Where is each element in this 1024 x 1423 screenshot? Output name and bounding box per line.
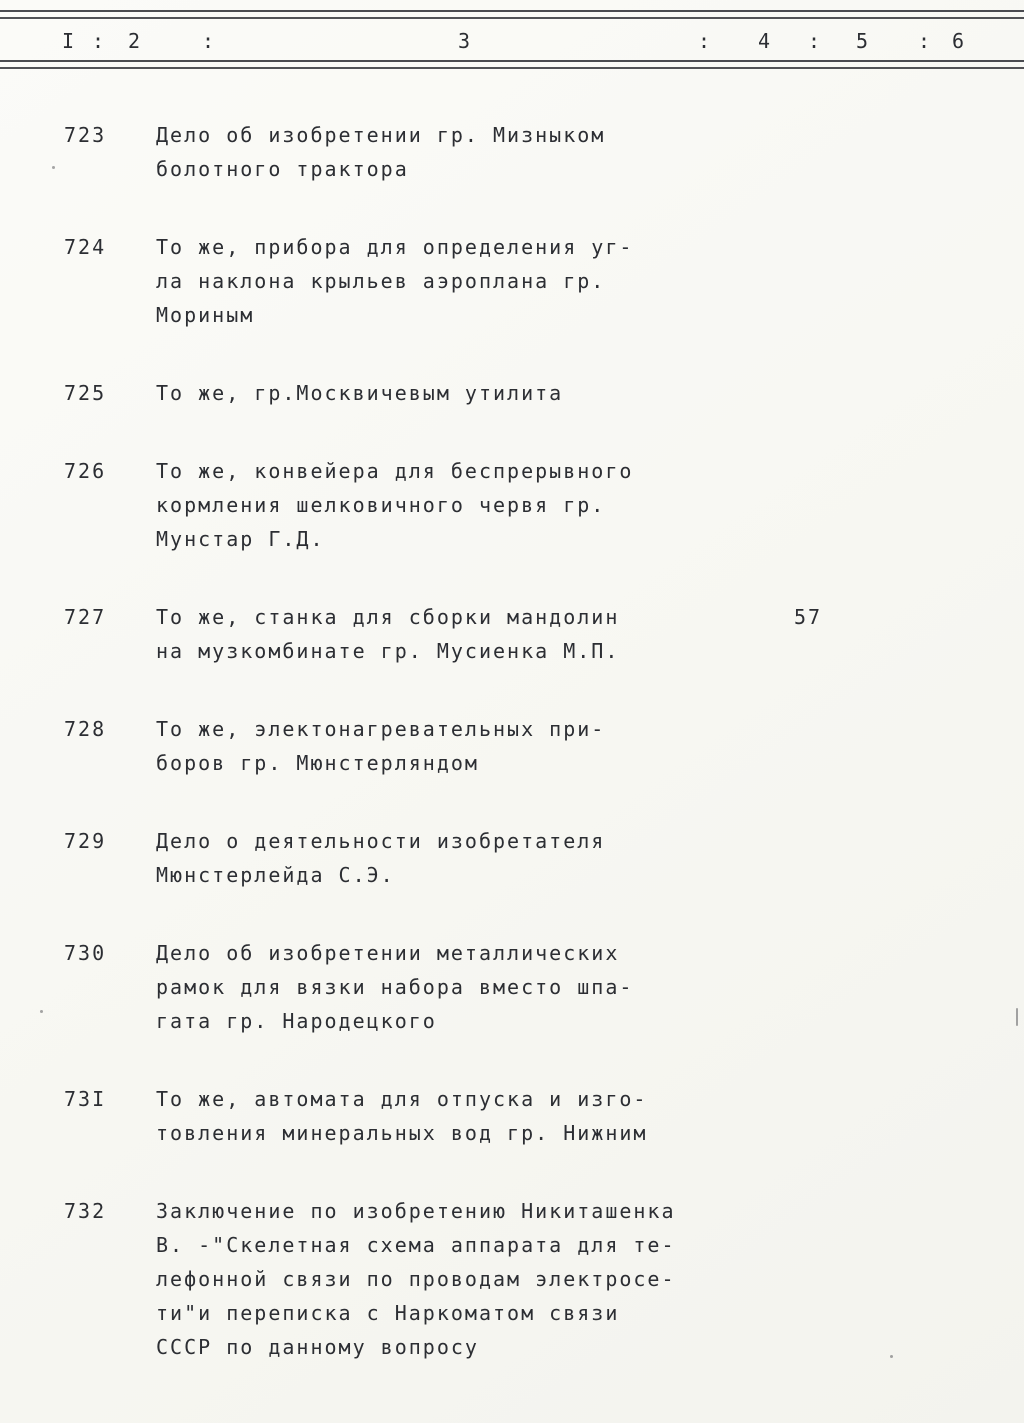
entry-page-ref: 57: [794, 605, 823, 629]
entry-line: То же, гр.Москвичевым утилита: [156, 381, 564, 405]
scan-artifact: [1016, 1008, 1018, 1026]
column-separator: :: [918, 29, 933, 53]
entry-line: товления минеральных вод гр. Нижним: [156, 1121, 648, 1145]
entry-text: [156, 936, 704, 1038]
column-separator: :: [808, 29, 823, 53]
entry-row: [0, 376, 1024, 410]
entry-line: То же, станка для сборки мандолин: [156, 605, 620, 629]
scan-artifact: [52, 166, 55, 169]
scan-artifact: [40, 1010, 43, 1013]
entry-line: рамок для вязки набора вместо шпа-: [156, 975, 634, 999]
entry-line: То же, автомата для отпуска и изго-: [156, 1087, 648, 1111]
column-separator: :: [698, 29, 713, 53]
entry-text: [156, 600, 704, 668]
entry-number: 726: [64, 459, 107, 483]
entry-line: Мюнстерлейда С.Э.: [156, 863, 395, 887]
entry-line: гата гр. Народецкого: [156, 1009, 437, 1033]
column-header-row: [0, 24, 1024, 58]
entry-line: Дело об изобретении гр. Мизныком: [156, 123, 606, 147]
entry-row: [0, 454, 1024, 556]
entry-row: [0, 230, 1024, 332]
entry-row: [0, 936, 1024, 1038]
entry-number: 724: [64, 235, 107, 259]
column-label-6: 6: [952, 29, 967, 53]
entry-text: [156, 712, 704, 780]
entry-text: [156, 1194, 704, 1364]
entry-row: [0, 712, 1024, 780]
entry-row: [0, 1194, 1024, 1364]
entry-number: 73I: [64, 1087, 107, 1111]
entry-line: То же, конвейера для беспрерывного: [156, 459, 634, 483]
entry-number: 727: [64, 605, 107, 629]
column-label-4: 4: [758, 29, 773, 53]
entries-list: [0, 112, 1024, 1364]
entry-text: [156, 454, 704, 556]
entry-number: 728: [64, 717, 107, 741]
header-rule-bottom: [0, 60, 1024, 69]
entry-line: боров гр. Мюнстерляндом: [156, 751, 479, 775]
column-label-2: 2: [128, 29, 143, 53]
entry-text: [156, 824, 704, 892]
table-header: [0, 0, 1024, 112]
entry-number: 732: [64, 1199, 107, 1223]
entry-line: Заключение по изобретению Никиташенка: [156, 1199, 676, 1223]
entry-line: кормления шелковичного червя гр.: [156, 493, 606, 517]
entry-row: [0, 118, 1024, 186]
entry-line: Дело об изобретении металлических: [156, 941, 620, 965]
entry-number: 729: [64, 829, 107, 853]
entry-row: [0, 824, 1024, 892]
entry-text: [156, 118, 704, 186]
column-label-1: I: [62, 29, 77, 53]
entry-line: Дело о деятельности изобретателя: [156, 829, 606, 853]
entry-text: [156, 376, 704, 410]
entry-line: ла наклона крыльев аэроплана гр.: [156, 269, 606, 293]
entry-number: 730: [64, 941, 107, 965]
entry-line: ти"и переписка с Наркоматом связи: [156, 1301, 620, 1325]
entry-number: 725: [64, 381, 107, 405]
column-label-3: 3: [458, 29, 473, 53]
header-rule-top: [0, 10, 1024, 19]
entry-line: Мориным: [156, 303, 255, 327]
entry-line: То же, прибора для определения уг-: [156, 235, 634, 259]
entry-line: В. -"Скелетная схема аппарата для те-: [156, 1233, 676, 1257]
scan-artifact: [890, 1355, 893, 1358]
entry-line: Мунстар Г.Д.: [156, 527, 325, 551]
column-separator: :: [92, 29, 107, 53]
column-label-5: 5: [856, 29, 871, 53]
column-separator: :: [202, 29, 217, 53]
entry-line: СССР по данному вопросу: [156, 1335, 479, 1359]
entry-line: лефонной связи по проводам электросе-: [156, 1267, 676, 1291]
entry-row: [0, 1082, 1024, 1150]
entry-text: [156, 1082, 704, 1150]
entry-text: [156, 230, 704, 332]
entry-line: То же, электонагревательных при-: [156, 717, 606, 741]
entry-line: болотного трактора: [156, 157, 409, 181]
entry-row: [0, 600, 1024, 668]
entry-line: на музкомбинате гр. Мусиенка М.П.: [156, 639, 620, 663]
entry-number: 723: [64, 123, 107, 147]
